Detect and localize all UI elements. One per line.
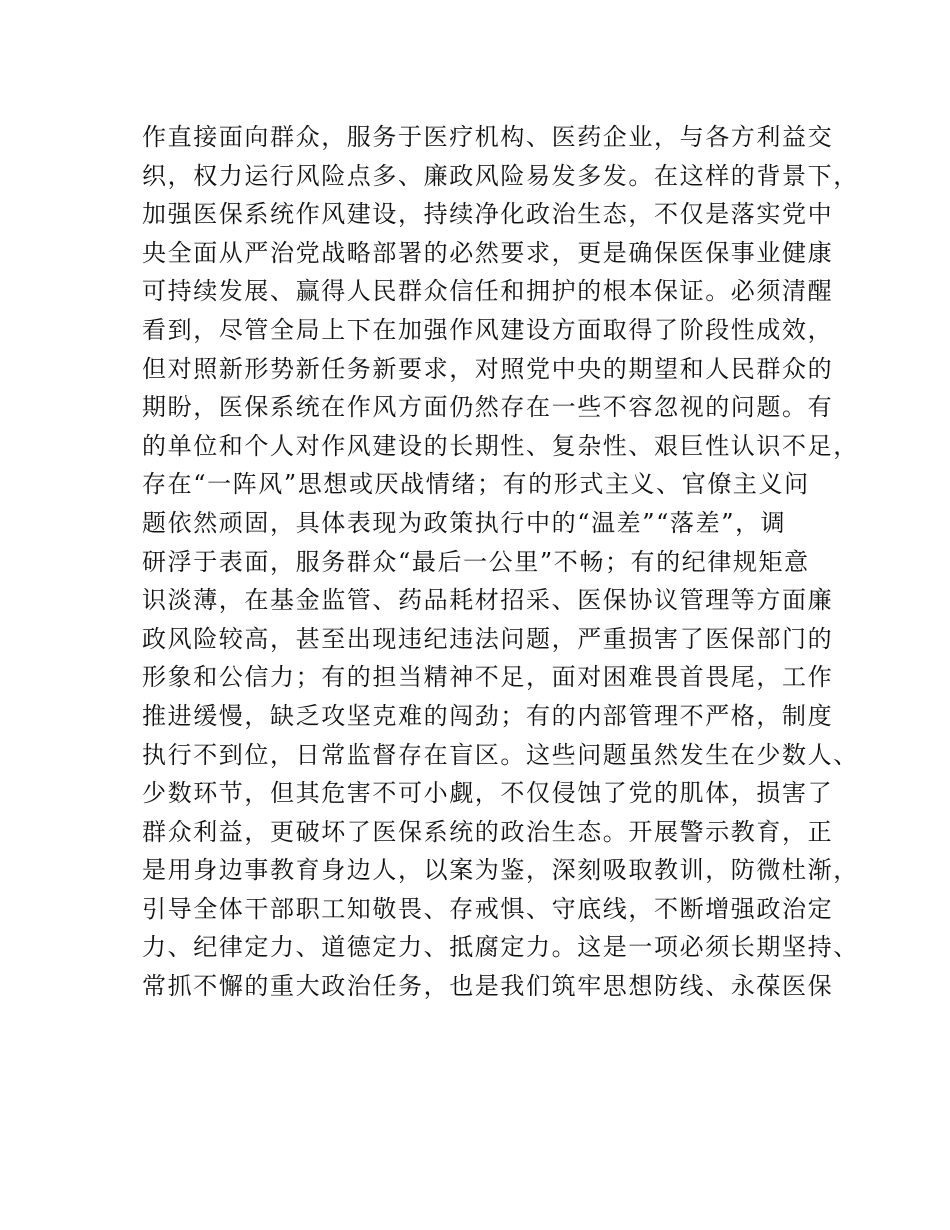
text-line: 力、纪律定力、道德定力、抵腐定力。这是一项必须长期坚持、 xyxy=(142,933,859,962)
document-body xyxy=(142,118,859,1006)
text-line: 期盼，医保系统在作风方面仍然存在一些不容忽视的问题。有 xyxy=(142,393,834,422)
text-line: 形象和公信力；有的担当精神不足，面对困难畏首畏尾，工作 xyxy=(142,663,834,692)
text-line: 看到，尽管全局上下在加强作风建设方面取得了阶段性成效， xyxy=(142,315,834,344)
text-line: 存在“一阵风”思想或厌战情绪；有的形式主义、官僚主义问 xyxy=(142,470,810,499)
text-line: 推进缓慢，缺乏攻坚克难的闯劲；有的内部管理不严格，制度 xyxy=(142,701,834,730)
text-line: 加强医保系统作风建设，持续净化政治生态，不仅是落实党中 xyxy=(142,200,834,229)
text-line: 少数环节，但其危害不可小觑，不仅侵蚀了党的肌体，损害了 xyxy=(142,779,834,808)
text-line: 引导全体干部职工知敬畏、存戒惧、守底线，不断增强政治定 xyxy=(142,894,834,923)
text-line: 题依然顽固，具体表现为政策执行中的“温差”“落差”，调 xyxy=(142,508,787,537)
text-line: 的单位和个人对作风建设的长期性、复杂性、艰巨性认识不足， xyxy=(142,431,859,460)
text-line: 群众利益，更破坏了医保系统的政治生态。开展警示教育，正 xyxy=(142,817,834,846)
text-line: 央全面从严治党战略部署的必然要求，更是确保医保事业健康 xyxy=(142,238,834,267)
text-line: 但对照新形势新任务新要求，对照党中央的期望和人民群众的 xyxy=(142,354,834,383)
text-line: 是用身边事教育身边人，以案为鉴，深刻吸取教训，防微杜渐， xyxy=(142,856,859,885)
text-line: 可持续发展、赢得人民群众信任和拥护的根本保证。必须清醒 xyxy=(142,277,834,306)
text-line: 识淡薄，在基金监管、药品耗材招采、医保协议管理等方面廉 xyxy=(142,586,834,615)
text-line: 织，权力运行风险点多、廉政风险易发多发。在这样的背景下， xyxy=(142,161,859,190)
text-line: 作直接面向群众，服务于医疗机构、医药企业，与各方利益交 xyxy=(142,123,834,151)
text-line: 研浮于表面，服务群众“最后一公里”不畅；有的纪律规矩意 xyxy=(142,547,810,576)
text-line: 政风险较高，甚至出现违纪违法问题，严重损害了医保部门的 xyxy=(142,624,834,653)
text-line: 执行不到位，日常监督存在盲区。这些问题虽然发生在少数人、 xyxy=(142,740,859,769)
text-line: 常抓不懈的重大政治任务，也是我们筑牢思想防线、永葆医保 xyxy=(142,972,834,1001)
